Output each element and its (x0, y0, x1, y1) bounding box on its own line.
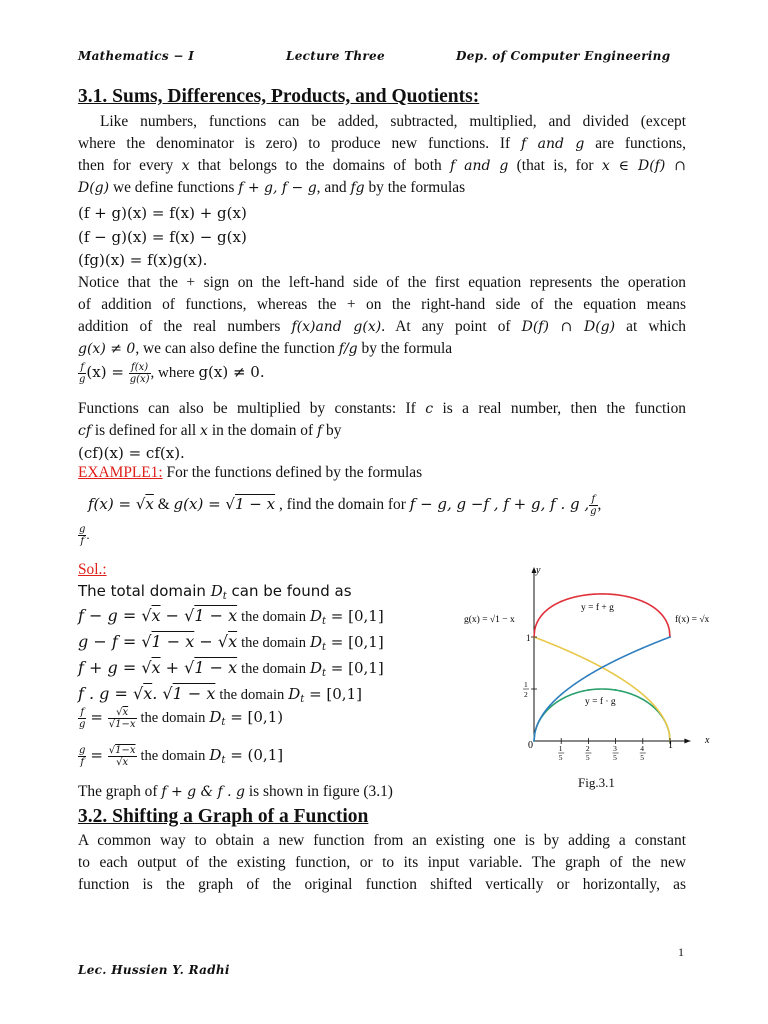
formula-difference: (f − g)(x) = f(x) − g(x) (78, 228, 247, 246)
para1-text: , and (316, 179, 347, 196)
domain-value: [0,1] (326, 685, 362, 703)
domain-value: [0,1] (348, 659, 384, 677)
example-label: EXAMPLE1: (78, 464, 163, 481)
total-domain-line: The total domain $D_t$ can be found as (78, 582, 352, 602)
f-curve-label: f(x) = √x (675, 615, 710, 625)
para1-text: then for every (78, 157, 174, 174)
section2-line2: to each output of the existing function, or to its input variable. The graph of the new (78, 854, 686, 871)
x-tick-label-denominator: 5 (640, 753, 645, 762)
data-point (642, 699, 644, 701)
graph-sentence-text: is shown in figure (3.1) (248, 783, 393, 800)
data-point (615, 594, 617, 596)
figure-caption: Fig.3.1 (578, 775, 615, 790)
domain-line-f-minus-g: f − g = √x − √1 − x the domain $D_t = [0,1]$ (78, 606, 384, 627)
para2-text: . At any point of (381, 318, 511, 335)
example-text: For the functions defined by the formulas (166, 464, 423, 481)
the-domain-text: the domain (219, 687, 285, 703)
data-point (560, 601, 562, 603)
data-point (588, 660, 590, 662)
para3-text: is defined for all (94, 422, 197, 439)
paragraph-1 (78, 111, 686, 199)
domain-line-f-times-g: f . g = √x. √1 − x the domain $D_t = [0,1]$ (78, 684, 362, 705)
x-tick-label-numerator: 4 (640, 744, 645, 753)
data-point (588, 674, 590, 676)
section2-line3: function is the graph of the original function shifted vertically or horizontally, as (78, 876, 686, 893)
domain-value: [0,1] (348, 633, 384, 651)
para2-text: , we can also define the function (135, 340, 335, 357)
the-domain-text: the domain (241, 635, 306, 651)
where-text: , where (150, 364, 195, 381)
example-g-over-f: $\frac{g}{f}$ . (79, 524, 90, 547)
x-tick-label-numerator: 2 (585, 744, 590, 753)
para2-text: at which (626, 318, 686, 335)
x-axis-arrow (684, 739, 690, 744)
para2-line2: of addition of functions, whereas the + on the right-hand side of the equation means (78, 296, 686, 313)
find-text: , find the domain for (278, 496, 406, 514)
para1-text: by the formulas (368, 179, 466, 196)
para3-text: in the domain of (211, 422, 314, 439)
figure-3-1-chart (455, 563, 730, 773)
section-3-2-paragraph (78, 830, 686, 896)
solution-label: Sol.: (78, 561, 107, 578)
header-left: Mathematics − I (78, 49, 195, 63)
x-tick-label-denominator: 5 (585, 753, 590, 762)
para2-line3: addition of the real numbers f(x)and g(x). At any point of D(f) ∩ D(g) at which (78, 318, 686, 335)
data-point (642, 601, 644, 603)
domain-value: [0,1) (247, 708, 284, 727)
domain-value: [0,1] (348, 607, 384, 625)
formula-constant-multiple: (cf)(x) = cf(x). (78, 444, 185, 462)
page-number: 1 (678, 945, 684, 959)
para3-line1: Functions can also be multiplied by constants: If c is a real number, then the function (78, 400, 686, 417)
x-axis-label: x (705, 735, 710, 746)
domain-line-f-plus-g: f + g = √x + √1 − x the domain $D_t = [0,1]$ (78, 658, 384, 679)
domain-line-g-minus-f: g − f = √1 − x − √x the domain $D_t = [0,1]$ (78, 632, 384, 653)
para2-line4: g(x) ≠ 0, we can also define the function f/g by the formula (78, 340, 453, 357)
data-point (615, 674, 617, 676)
data-point (560, 694, 562, 696)
data-point (560, 647, 562, 649)
the-domain-text: the domain (241, 661, 306, 677)
para1-line4: D(g) we define functions f + g, f − g, and fg by the formulas (78, 179, 466, 196)
domain-value: (0,1] (247, 746, 284, 765)
section-title-3-1: 3.1. Sums, Differences, Products, and Quotients: (78, 86, 480, 107)
x-one-label: 1 (668, 740, 673, 751)
data-point (642, 694, 644, 696)
data-point (533, 740, 535, 742)
data-point (615, 660, 617, 662)
section-title-3-2: 3.2. Shifting a Graph of a Function (78, 806, 369, 827)
para3-text: by (326, 422, 342, 439)
data-point (642, 647, 644, 649)
section2-line1: A common way to obtain a new function from an existing one is by adding a constant (78, 832, 686, 849)
paragraph-2 (78, 272, 686, 360)
data-point (669, 636, 671, 638)
para1-text: (that is, for (516, 157, 594, 174)
para1-line3: then for every x that belongs to the domains of both f and g (that is, for x ∈ D(f) ∩ (78, 157, 686, 174)
para3-line2: cf is defined for all x in the domain of f by (78, 422, 342, 439)
y-one-label: 1 (526, 633, 531, 643)
para2-text: addition of the real numbers (78, 318, 281, 335)
para2-text: by the formula (361, 340, 453, 357)
para1-line1: Like numbers, functions can be added, subtracted, multiplied, and divided (except (100, 113, 686, 130)
can-be-found-text: can be found as (231, 582, 352, 600)
data-point (588, 594, 590, 596)
data-point (615, 689, 617, 691)
the-domain-text: the domain (140, 748, 206, 765)
sum-curve (534, 594, 670, 637)
g-curve-label: g(x) = √1 − x (464, 615, 515, 625)
formula-product: (fg)(x) = f(x)g(x). (78, 251, 208, 269)
y-tick-half-denominator: 2 (524, 690, 528, 699)
origin-label: 0 (528, 740, 533, 751)
para1-line2: where the denominator is zero) to produce new functions. If f and g are functions, (78, 135, 686, 152)
formula-quotient: $\frac{f}{g}$ (x) = $\frac{f(x)}{g(x)}$ , where g(x) ≠ 0. (79, 362, 265, 385)
x-tick-label-denominator: 5 (613, 753, 617, 762)
para1-text: we define functions (112, 179, 235, 196)
x-tick-label-denominator: 5 (558, 753, 563, 762)
y-axis-label: y (536, 565, 541, 576)
product-curve-label: y = f · g (585, 697, 616, 707)
para1-text: where the denominator is zero) to produce new functions. If (78, 135, 511, 152)
the-domain-text: the domain (241, 609, 306, 625)
domain-line-g-over-f: $\frac{g}{f}$ = $\frac{√1-x}{√x}$ the domain $D_t = (0,1]$ (79, 745, 284, 768)
the-domain-text: the domain (140, 710, 206, 727)
domain-line-f-over-g: $\frac{f}{g}$ = $\frac{√x}{√1-x}$ the domain $D_t = [0,1)$ (79, 707, 284, 730)
y-tick-half-numerator: 1 (524, 680, 528, 689)
paragraph-3 (78, 398, 686, 442)
x-tick-label-numerator: 3 (613, 744, 617, 753)
header-right: Dep. of Computer Engineering (456, 49, 671, 63)
para2-line1: Notice that the + sign on the left-hand side of the first equation represents the operation (78, 274, 686, 291)
total-domain-text: The total domain (78, 582, 206, 600)
example-1-heading (78, 464, 422, 482)
footer-author: Lec. Hussien Y. Radhi (78, 963, 230, 977)
data-point (560, 699, 562, 701)
para3-text: Functions can also be multiplied by constants: If (78, 400, 416, 417)
sum-curve-label: y = f + g (581, 603, 614, 613)
formula-sum: (f + g)(x) = f(x) + g(x) (78, 204, 247, 222)
para1-text: are functions, (595, 135, 686, 152)
example-1-functions: f(x) = √x & g(x) = √1 − x , find the domain for f − g, g −f , f + g, f . g , $\frac{f}{g}$ , (88, 494, 602, 517)
x-tick-label-numerator: 1 (558, 744, 563, 753)
para1-text: that belongs to the domains of both (197, 157, 442, 174)
data-point (588, 689, 590, 691)
para3-text: is a real number, then the function (442, 400, 686, 417)
graph-of-text: The graph of (78, 783, 158, 800)
graph-reference-line: The graph of f + g & f . g is shown in figure (3.1) (78, 783, 393, 800)
header-center: Lecture Three (286, 49, 385, 63)
chart-curves (533, 594, 671, 742)
